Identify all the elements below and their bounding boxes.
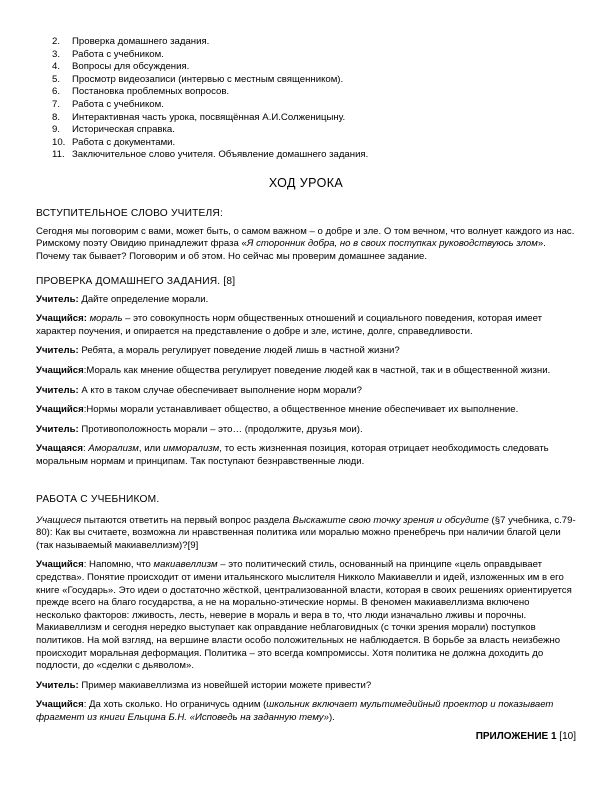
term-amoralism: Аморализм [88, 443, 139, 455]
line-text: Ребята, а мораль регулирует поведение людей лишь в частной жизни? [78, 345, 400, 357]
plan-item-number: 5. [52, 73, 61, 85]
plan-item [52, 36, 368, 49]
speaker-teacher: Учитель: [36, 293, 79, 305]
textbook-paragraph [36, 515, 576, 553]
speaker-student: Учащийся: [36, 313, 87, 325]
dialogue-line [36, 559, 576, 672]
plan-item-text: Заключительное слово учителя. Объявление домашнего задания. [72, 149, 369, 161]
ovid-quote: Я сторонник добра, но в своих поступках руководствуюсь злом [246, 238, 538, 250]
plan-item [52, 112, 368, 125]
term-morality: мораль [86, 313, 123, 325]
line-text: Пример макиавеллизма из новейшей истории можете привести? [78, 679, 372, 691]
plan-item-number: 6. [52, 86, 61, 98]
homework-heading: ПРОВЕРКА ДОМАШНЕГО ЗАДАНИЯ. [8] [36, 276, 236, 287]
line-text: Дайте определение морали. [78, 293, 209, 305]
plan-item-text: Просмотр видеозаписи (интервью с местным священником). [72, 73, 344, 85]
dialogue-line [36, 424, 576, 437]
speaker-teacher: Учитель: [36, 423, 79, 435]
section-title: Выскажите свою точку зрения и обсудите [292, 514, 489, 526]
plan-item-text: Работа с учебником. [72, 98, 164, 110]
appendix-title: ПРИЛОЖЕНИЕ 1 [475, 731, 557, 742]
speaker-teacher: Учитель: [36, 384, 79, 396]
dialogue-line [36, 699, 576, 724]
line-text: , или [138, 443, 164, 455]
plan-item [52, 74, 368, 87]
speaker-student: Учащийся [36, 364, 84, 376]
speaker-student: Учащаяся [36, 443, 83, 455]
line-text: Противоположность морали – это… (продолжите, друзья мои). [78, 423, 363, 435]
intro-paragraph [36, 226, 576, 264]
dialogue-line [36, 313, 576, 338]
plan-item [52, 49, 368, 62]
stage-direction: школьник включает мультимедийный проектор и показывает фрагмент из книги Ельцина Б.Н. «Исповедь на заданную тему» [36, 699, 554, 723]
plan-item-text: Вопросы для обсуждения. [72, 61, 190, 73]
plan-item-text: Историческая справка. [72, 124, 175, 136]
plan-item-number: 8. [52, 111, 61, 123]
speaker-teacher: Учитель: [36, 345, 79, 357]
intro-heading: ВСТУПИТЕЛЬНОЕ СЛОВО УЧИТЕЛЯ: [36, 208, 224, 219]
line-text: пытаются ответить на первый вопрос раздела [81, 514, 293, 526]
plan-item [52, 61, 368, 74]
line-text: А кто в таком случае обеспечивает выполнение норм морали? [78, 384, 362, 396]
plan-item [52, 137, 368, 150]
speaker-teacher: Учитель: [36, 679, 79, 691]
line-text: , то есть жизненная позиция, которая отрицает необходимость следовать моральным нормам и принципам. Так поступают безнравственные люди. [36, 443, 549, 467]
line-text: (§7 учебника, с.79-80): Как вы считаете, возможна ли нравственная политика или моралью можно пренебречь при наличии благой цели (так называемый макиавеллизм)?[9] [36, 514, 576, 551]
line-text: :Мораль как мнение общества регулирует поведение людей как в частной, так и в общественной жизни. [83, 364, 551, 376]
intro-text-a: Сегодня мы поговорим с вами, может быть, о самом важном – о добре и зле. О том вечном, что волнует каждого из нас. Римскому поэту Овидию принадлежит фраза « [36, 225, 575, 250]
plan-item-number: 3. [52, 48, 61, 60]
line-text: ). [328, 711, 335, 723]
homework-section [36, 276, 576, 469]
dialogue-line [36, 294, 576, 307]
plan-item [52, 149, 368, 162]
plan-item [52, 99, 368, 112]
textbook-section [36, 494, 576, 725]
plan-item-number: 4. [52, 61, 61, 73]
plan-item-text: Проверка домашнего задания. [72, 36, 210, 47]
dialogue-line [36, 365, 576, 378]
plan-item-number: 11. [52, 149, 65, 161]
dialogue-line [36, 443, 576, 468]
main-heading: ХОД УРОКА [268, 176, 344, 190]
intro-section [36, 208, 576, 263]
term-immoralism: имморализм [163, 443, 220, 455]
plan-item-number: 7. [52, 98, 61, 110]
plan-item-number: 10. [52, 136, 66, 148]
line-text: : Напомню, что [83, 559, 154, 571]
line-text: :Нормы морали устанавливает общество, а общественное мнение обеспечивает их выполнение. [83, 404, 519, 416]
plan-item-text: Работа с учебником. [72, 48, 164, 60]
plan-item-text: Интерактивная часть урока, посвящённая А.И.Солженицыну. [72, 111, 346, 123]
dialogue-line [36, 345, 576, 358]
intro-text-b: ». Почему так бывает? Поговорим и об этом. Но сейчас мы проверим домашнее задание. [36, 238, 546, 262]
lesson-plan-list [52, 36, 368, 162]
line-text: : Да хоть сколько. Но ограничусь одним ( [83, 699, 267, 711]
speaker-student: Учащийся [36, 404, 84, 416]
term-machiavellianism: макиавеллизм [153, 559, 218, 571]
dialogue-line [36, 404, 576, 417]
dialogue-line [36, 680, 576, 693]
speaker-student: Учащийся [36, 559, 84, 571]
plan-item-number: 2. [52, 36, 61, 47]
students-label: Учащиеся [36, 514, 82, 526]
appendix-label [476, 731, 576, 742]
dialogue-line [36, 385, 576, 398]
line-text: – это совокупность норм общественных отношений и социального поведения, которая имеет характер поучения, и опирается на представление о добре и зле, истине, долге, справедливости. [36, 313, 543, 337]
speaker-student: Учащийся [36, 699, 84, 711]
plan-item-text: Постановка проблемных вопросов. [72, 86, 230, 98]
plan-item [52, 86, 368, 99]
line-text: – это политический стиль, основанный на принципе «цель оправдывает средства». Понятие происходит от имени итальянского мыслителя Никколо Макиавелли и идей, изложенных им в его книге «Государь». Это идеи о достаточно жёсткой, централизованной власти, которая в своих решениях ориентируется прежде всего на благо государства, а не на морально-этические нормы. В феномен макиавеллизма включено несколько факторов: лживость, лесть, неверие в мораль и вера в то, что люди изначально лживы и порочны. Макиавеллизм и сегодня нередко выступает как оправдание неблаговидных (с точки зрения морали) поступков политиков. На мой взгляд, на вершине власти особо положительных не наблюдается. В борьбе за власть неизбежно происходит моральная деформация. Политика – это всегда компромиссы. Хотя политика не должна доходить до подлости, до «сделки с дьяволом». [36, 559, 572, 672]
plan-item [52, 124, 368, 137]
plan-item-text: Работа с документами. [72, 136, 176, 148]
plan-item-number: 9. [52, 124, 61, 136]
appendix-reference: [10] [556, 731, 576, 742]
line-text: : [82, 443, 89, 455]
textbook-heading: РАБОТА С УЧЕБНИКОМ. [36, 494, 160, 505]
